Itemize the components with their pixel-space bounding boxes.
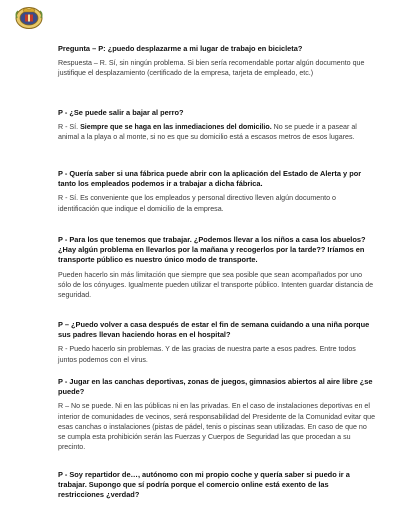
answer-text: Respuesta – R. Sí, sin ningún problema. Si bien sería recomendable portar algún documento que justifique el desplazamiento (certificado de la empresa, tarjeta de empleado, etc.) (58, 59, 365, 78)
question-text: P - Para los que tenemos que trabajar. ¿Podemos llevar a los niños a casa los abuelos? ¿Hay algún problema en llevarlos por la mañana y recogerlos por la tarde?? Iríamos en transporte público es nuestro único modo de transporte. (58, 235, 366, 265)
question-text: P - Soy repartidor de…, autónomo con mi propio coche y quería saber si puedo ir a trabajar. Supongo que sí podría porque el comercio online está exento de las restricciones ¿verdad? (58, 470, 350, 500)
question-text: P - Jugar en las canchas deportivas, zonas de juegos, gimnasios abiertos al aire libre ¿se puede? (58, 377, 373, 397)
question-text: P – ¿Puedo volver a casa después de estar el fin de semana cuidando a una niña porque sus padres llevan haciendo horas en el hospital? (58, 320, 370, 340)
qa-item (58, 377, 376, 452)
answer-text: R - Puedo hacerlo sin problemas. Y de las gracias de nuestra parte a esos padres. Entre todos juntos podemos con el virus. (58, 345, 356, 364)
answer-rest: No se puede ir a pasear al animal a la playa o al monte, si no es que su domicilio está a escasos metros de esos lugares. (58, 123, 357, 142)
question-text: P - Quería saber si una fábrica puede abrir con la aplicación del Estado de Alerta y por tanto los empleados podemos ir a trabajar a dicha fábrica. (58, 169, 362, 189)
coat-of-arms-icon (14, 6, 44, 30)
qa-item (58, 235, 376, 300)
question-text: Pregunta – P: ¿puedo desplazarme a mi lugar de trabajo en bicicleta? (58, 44, 303, 53)
question-text: P - ¿Se puede salir a bajar al perro? (58, 108, 184, 117)
answer-text: R – No se puede. Ni en las públicas ni en las privadas. En el caso de instalaciones deportivas en el interior de comunidades de vecinos, será responsabilidad del Presidente de la Comunidad evitar que esas canchas o instalaciones (pistas de pádel, tenis o piscinas sean utilizadas. En caso de que no se cumpla esta prohibición serán las Fuerzas y Cuerpos de Seguridad las que procedan a su precinto. (58, 402, 376, 452)
qa-item (58, 108, 376, 143)
qa-item (58, 320, 376, 365)
answer-emphasis: Siempre que se haga en las inmediaciones del domicilio. (80, 123, 272, 132)
answer-text: Pueden hacerlo sin más limitación que siempre que sea posible que sean acompañados por uno sólo de los cónyuges. Igualmente pueden utilizar el transporte público. Intenten guardar distancia de seguridad. (58, 270, 374, 300)
qa-item (58, 169, 376, 214)
qa-item (58, 44, 376, 79)
answer-text (58, 122, 376, 142)
qa-item (58, 470, 376, 501)
answer-prefix: R - Sí. (58, 123, 81, 132)
answer-text: R - Sí. Es conveniente que los empleados y personal directivo lleven algún documento o identificación que indique el domicilio de la empresa. (58, 194, 337, 213)
